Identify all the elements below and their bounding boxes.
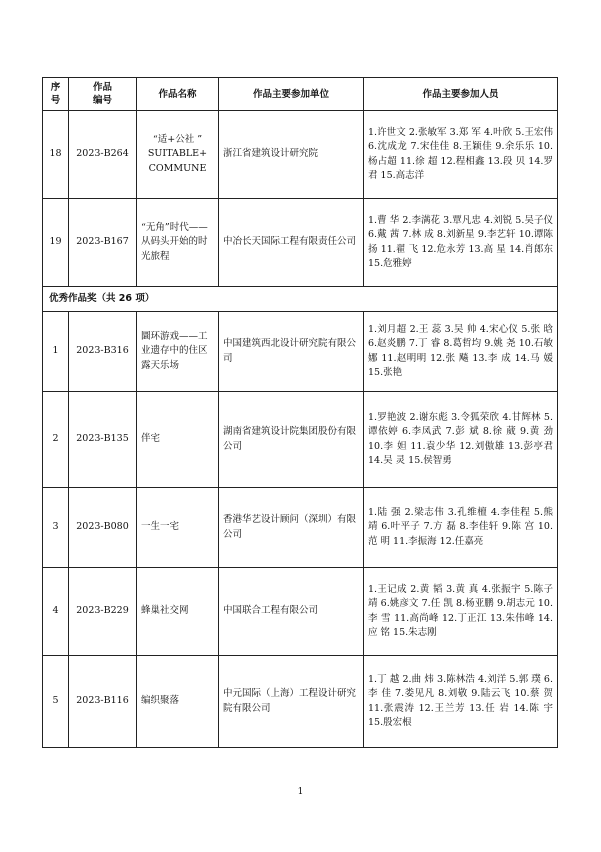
row-code: 2023-B116 — [69, 656, 137, 748]
row-code: 2023-B167 — [69, 199, 137, 287]
row-no: 4 — [43, 568, 69, 656]
row-unit: 浙江省建筑设计研究院 — [219, 111, 364, 199]
section-title: 优秀作品奖（共 26 项） — [43, 287, 558, 312]
row-unit: 香港华艺设计顾问（深圳）有限公司 — [219, 488, 364, 568]
row-name: 蜂巢社交网 — [137, 568, 219, 656]
row-name: 编织聚落 — [137, 656, 219, 748]
row-unit: 湖南省建筑设计院集团股份有限公司 — [219, 392, 364, 488]
row-unit: 中国联合工程有限公司 — [219, 568, 364, 656]
header-unit: 作品主要参加单位 — [219, 78, 364, 111]
row-code: 2023-B135 — [69, 392, 137, 488]
header-row — [43, 78, 558, 111]
row-code: 2023-B080 — [69, 488, 137, 568]
table-row — [43, 568, 558, 656]
row-code: 2023-B229 — [69, 568, 137, 656]
row-no: 1 — [43, 312, 69, 392]
table-row — [43, 312, 558, 392]
row-no: 18 — [43, 111, 69, 199]
row-people: 1.罗艳波 2.谢东彪 3.令狐荣欣 4.甘辉林 5.谭依婷 6.李凤武 7.彭 斌 8.徐 葳 9.黄 劲 10.李 妲 11.袁少华 12.刘傲雄 13.彭亭君 14.吴 灵 15.侯智勇 — [364, 392, 558, 488]
page-number: 1 — [297, 787, 304, 797]
row-name: 伴宅 — [137, 392, 219, 488]
row-unit: 中国建筑西北设计研究院有限公司 — [219, 312, 364, 392]
row-people: 1.许世文 2.张敏军 3.郑 军 4.叶欣 5.王宏伟 6.沈成龙 7.宋佳佳 8.王颖佳 9.余乐乐 10.杨占超 11.徐 超 12.程相鑫 13.段 贝 14.罗 君 15.高志洋 — [364, 111, 558, 199]
table-row — [43, 199, 558, 287]
table-row — [43, 656, 558, 748]
row-name: “无角”时代——从码头开始的时光旅程 — [137, 199, 219, 287]
row-people: 1.刘月超 2.王 蕊 3.吴 帅 4.宋心仪 5.张 晗 6.赵炎鹏 7.丁 睿 8.葛哲均 9.姚 尧 10.石敏娜 11.赵明明 12.张 飚 13.李 成 14.马 媛 15.张艳 — [364, 312, 558, 392]
award-table — [42, 77, 558, 748]
row-people: 1.王记成 2.黄 韬 3.黄 真 4.张振宇 5.陈子靖 6.姚彦文 7.任 凯 8.杨亚鹏 9.胡志元 10.李 雪 11.高尚峰 12.丁正江 13.朱伟峰 14.应 铭 15.朱志刚 — [364, 568, 558, 656]
row-no: 5 — [43, 656, 69, 748]
header-no: 序 号 — [43, 78, 69, 111]
row-people: 1.曹 华 2.李满花 3.覃凡忠 4.刘锐 5.吴子仪 6.戴 茜 7.林 成 8.刘新星 9.李艺轩 10.谭陈扬 11.翟 飞 12.危永芳 13.高 星 14.肖郎东 15.危雅婷 — [364, 199, 558, 287]
row-name: “适+公社 ” SUITABLE+ COMMUNE — [137, 111, 219, 199]
header-people: 作品主要参加人员 — [364, 78, 558, 111]
row-people: 1.陆 强 2.梁志伟 3.孔维檀 4.李佳程 5.熊 靖 6.叶平子 7.方 磊 8.李佳轩 9.陈 宫 10.范 明 11.李振海 12.任嘉亮 — [364, 488, 558, 568]
row-no: 3 — [43, 488, 69, 568]
row-code: 2023-B316 — [69, 312, 137, 392]
header-code: 作品 编号 — [69, 78, 137, 111]
table-row — [43, 488, 558, 568]
row-no: 2 — [43, 392, 69, 488]
table-row — [43, 392, 558, 488]
row-no: 19 — [43, 199, 69, 287]
row-people: 1.丁 越 2.曲 炜 3.陈林浩 4.刘洋 5.郭 璞 6.李 佳 7.娄见凡 8.刘敬 9.陆云飞 10.蔡 贺 11.张震涛 12.王兰芳 13.任 岩 14.陈 宇 15.殷宏根 — [364, 656, 558, 748]
header-name: 作品名称 — [137, 78, 219, 111]
section-row — [43, 287, 558, 312]
row-name: 一生一宅 — [137, 488, 219, 568]
row-code: 2023-B264 — [69, 111, 137, 199]
row-unit: 中元国际（上海）工程设计研究院有限公司 — [219, 656, 364, 748]
row-name: 圜环游戏——工业遗存中的住区露天乐场 — [137, 312, 219, 392]
row-unit: 中冶长天国际工程有限责任公司 — [219, 199, 364, 287]
table-row — [43, 111, 558, 199]
